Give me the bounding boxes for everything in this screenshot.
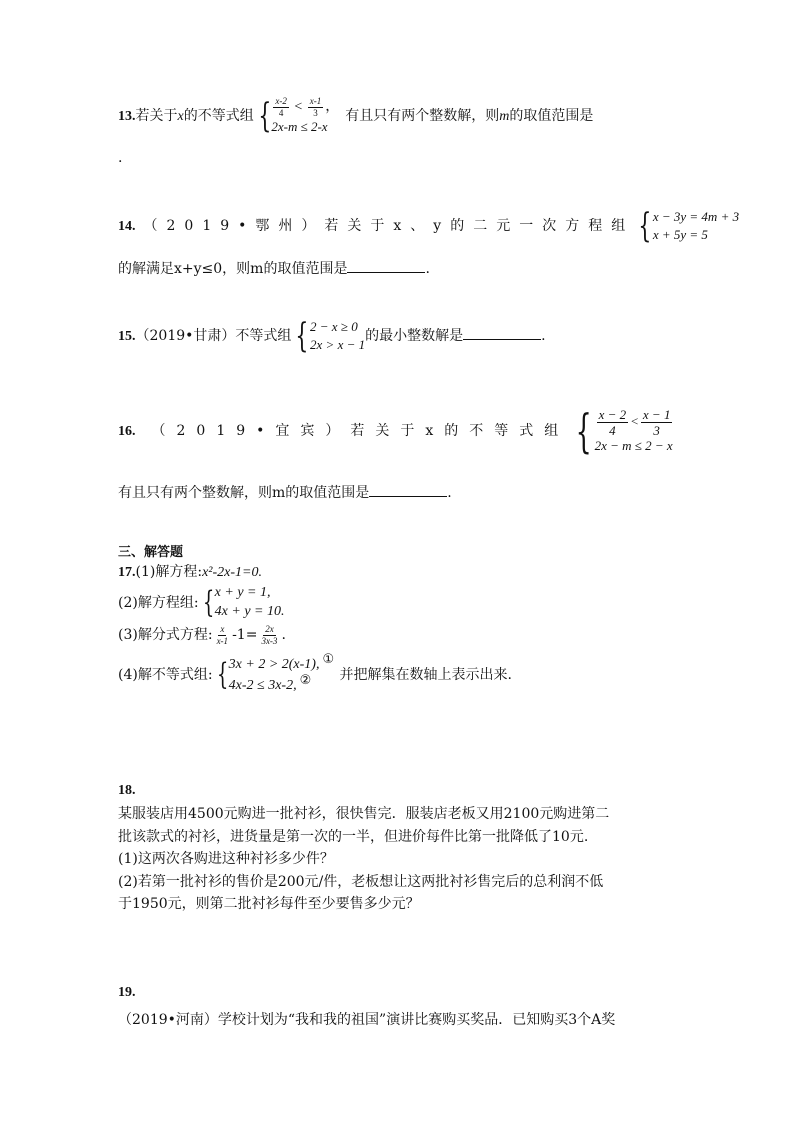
q13-inequality-system: $\frac{x-2}{4}$ < $\frac{x-1}{3}$ ， 2x-m ≤ 2-x [271, 95, 340, 134]
q17-equation-system: x + y = 1, 4x + y = 10. [214, 585, 285, 619]
circled-2: ② [299, 672, 312, 688]
section-title: 三、解答题 [118, 545, 184, 560]
question-14-line2: 的解满足x+y≤0，则m的取值范围是 . [118, 258, 430, 278]
question-17-part3: (3)解分式方程: $\frac{x}{x-1}$ -1= $\frac{2x}{3x-3}$ . [118, 623, 286, 646]
system-brace: { [216, 657, 228, 693]
answer-blank[interactable] [369, 482, 447, 497]
q16-inequality-system: $\frac{x - 2}{4}$ < $\frac{x - 1}{3}$ 2x − m ≤ 2 − x [594, 406, 673, 453]
question-15: 15.（2019•甘肃）不等式组 { 2 − x ≥ 0 2x > x − 1 的最小整数解是 . [118, 316, 546, 356]
system-brace: { [638, 206, 652, 246]
question-19-body: （2019•河南）学校计划为“我和我的祖国”演讲比赛购买奖品．已知购买3个A奖 [118, 1012, 616, 1028]
system-brace: { [202, 585, 214, 621]
q13-end-dot: . [118, 150, 123, 166]
system-brace: { [575, 404, 592, 458]
question-13: 13.若关于x的不等式组 { $\frac{x-2}{4}$ < $\frac{x-1}{3}$ ， 2x-m ≤ 2-x 有且只有两个整数解，则m的取值范围是 [118, 95, 594, 136]
question-14: 14. （2019•鄂州）若关于x、y的二元一次方程组 { x − 3y = 4m + 3 x + 5y = 5 [118, 206, 740, 246]
q15-inequality-system: 2 − x ≥ 0 2x > x − 1 [310, 319, 366, 352]
question-17-part2: (2)解方程组: { x + y = 1, 4x + y = 10. [118, 585, 285, 621]
answer-blank[interactable] [347, 258, 425, 273]
system-brace: { [258, 96, 272, 136]
question-13-number: 13. [118, 109, 136, 124]
circled-1: ① [322, 652, 335, 667]
question-16-line2: 有且只有两个整数解，则m的取值范围是 . [118, 482, 452, 502]
answer-blank[interactable] [463, 325, 541, 340]
question-16: 16. （2019•宜宾）若关于x的不等式组 { $\frac{x - 2}{4}$ < $\frac{x - 1}{3}$ 2x − m ≤ 2 − x [118, 404, 673, 458]
question-18-number: 18. [118, 783, 136, 798]
question-17-part4: (4)解不等式组: { 3x + 2 > 2(x-1), ① 4x-2 ≤ 3x-2, ② 并把解集在数轴上表示出来. [118, 654, 512, 696]
q17-inequality-system: 3x + 2 > 2(x-1), ① 4x-2 ≤ 3x-2, ② [228, 652, 335, 693]
system-brace: { [295, 316, 309, 356]
question-18-body: 某服装店用4500元购进一批衬衫，很快售完．服装店老板又用2100元购进第二 批该款式的衬衫，进货量是第一次的一半，但进价每件比第一批降低了10元. (1)这两次各购进这种衬衫多少件？ (2)若第一批衬衫的售价是200元/件，老板想让这两批衬衫售完后的总利润不低 于1950元，则第二批衬衫每件至少要售多少元？ [118, 806, 610, 912]
question-17-part1: 17.(1)解方程:x²-2x-1=0. [118, 564, 262, 580]
question-19-number: 19. [118, 985, 136, 1000]
q14-equation-system: x − 3y = 4m + 3 x + 5y = 5 [652, 209, 740, 242]
